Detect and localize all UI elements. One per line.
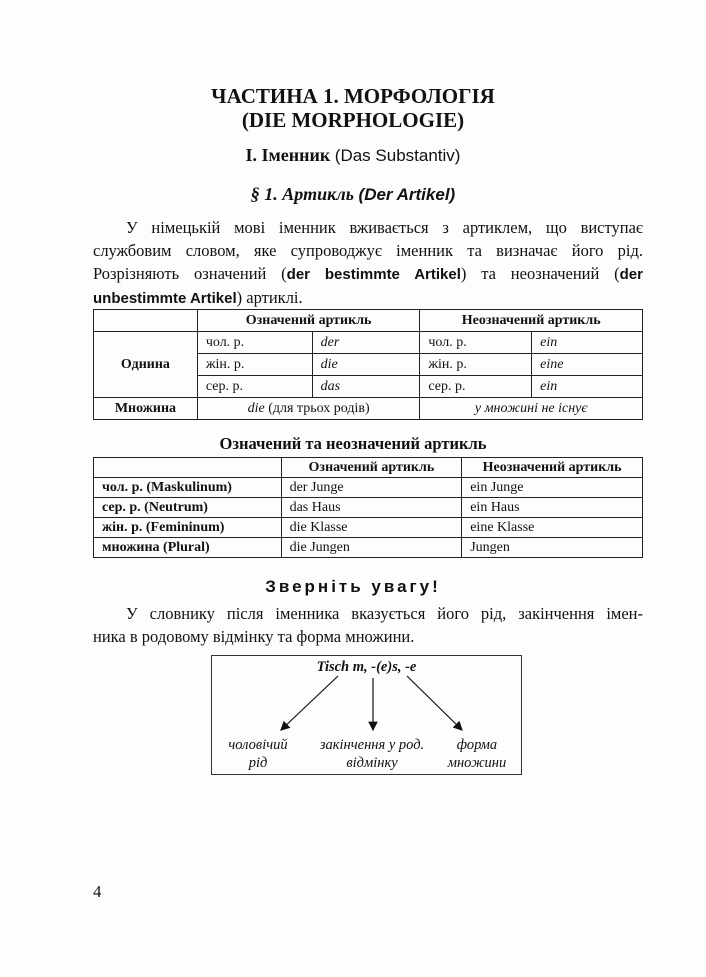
table-row <box>94 518 643 538</box>
definite-example: die Jungen <box>281 538 462 558</box>
intro-paragraph <box>93 216 643 310</box>
dictionary-entry: Tisch m, -(e)s, -e <box>316 659 417 675</box>
table-cell <box>94 310 198 332</box>
gender-cell: сер. р. <box>420 376 532 398</box>
dictionary-diagram <box>211 655 522 775</box>
indefinite-example: ein Haus <box>462 498 643 518</box>
label-plural <box>437 736 517 772</box>
paragraph-title <box>0 184 706 205</box>
plural-label: Множина <box>94 398 198 420</box>
gender-cell: чол. р. <box>420 332 532 354</box>
header-indefinite: Неозначений артикль <box>420 310 643 332</box>
indefinite-example: ein Junge <box>462 478 643 498</box>
label-line: форма <box>456 737 498 753</box>
header-definite: Означений артикль <box>281 458 462 478</box>
intro-line-2: службовим словом, яке супроводжує іменник та визначає його рід. <box>93 241 643 260</box>
example-table <box>93 457 643 558</box>
text-span: (для трьох родів) <box>264 400 370 416</box>
label-line: множини <box>447 755 507 771</box>
intro-line-4 <box>93 286 643 310</box>
header-indefinite: Неозначений артикль <box>462 458 643 478</box>
part-title: ЧАСТИНА 1. МОРФОЛОГІЯ <box>211 84 495 108</box>
label-line: відмінку <box>346 755 398 771</box>
gender-label: множина (Plural) <box>94 538 282 558</box>
definite-example: der Junge <box>281 478 462 498</box>
gender-label: жін. р. (Femininum) <box>94 518 282 538</box>
text-span: die <box>247 400 265 416</box>
singular-label: Однина <box>94 332 198 398</box>
arrow-gender <box>281 676 338 730</box>
table-row <box>94 478 643 498</box>
plural-definite <box>197 398 420 420</box>
intro-line-1: У німецькій мові іменник вживається з артиклем, що виступає <box>126 218 643 237</box>
table-row <box>94 332 643 354</box>
term-bestimmte: der bestimmte Artikel <box>286 266 461 283</box>
definite-example: die Klasse <box>281 518 462 538</box>
intro-line-3 <box>93 262 643 286</box>
arrow-plural <box>407 676 462 730</box>
label-genitive <box>307 736 437 772</box>
note-line-2: ника в родовому відмінку та форма множини. <box>93 627 415 646</box>
article-cell: das <box>312 376 420 398</box>
table-row <box>94 538 643 558</box>
section-title-de: (Das Substantiv) <box>334 146 461 165</box>
term-der: der <box>619 266 643 283</box>
note-line-1: У словнику після іменника вказується його рід, закінчення імен- <box>126 604 643 623</box>
table-row <box>94 498 643 518</box>
definite-example: das Haus <box>281 498 462 518</box>
paragraph-title-ua: § 1. Артикль <box>250 184 355 204</box>
table-row <box>94 458 643 478</box>
article-cell: ein <box>532 376 643 398</box>
text-span: ) та неозначений ( <box>460 264 620 283</box>
gender-cell: чол. р. <box>197 332 312 354</box>
label-line: рід <box>248 755 268 771</box>
gender-cell: жін. р. <box>197 354 312 376</box>
header-definite: Означений артикль <box>197 310 420 332</box>
article-cell: ein <box>532 332 643 354</box>
table2-title: Означений та неозначений артикль <box>219 434 487 453</box>
article-cell: die <box>312 354 420 376</box>
label-gender <box>214 736 302 772</box>
gender-cell: сер. р. <box>197 376 312 398</box>
note-paragraph <box>93 602 643 648</box>
term-unbestimmte: unbestimmte Artikel <box>93 290 237 307</box>
article-table <box>93 309 643 420</box>
indefinite-example: Jungen <box>462 538 643 558</box>
part-subtitle: (DIE MORPHOLOGIE) <box>241 108 465 132</box>
article-cell: der <box>312 332 420 354</box>
gender-cell: жін. р. <box>420 354 532 376</box>
text-span: Розрізняють означений ( <box>93 264 287 283</box>
table-cell <box>94 458 282 478</box>
article-cell: eine <box>532 354 643 376</box>
gender-label: сер. р. (Neutrum) <box>94 498 282 518</box>
plural-indefinite: у множині не існує <box>420 398 643 420</box>
attention-heading: Зверніть увагу! <box>265 577 441 596</box>
section-title-ua: І. Іменник <box>245 145 331 165</box>
label-line: чоловічий <box>228 737 288 753</box>
indefinite-example: eine Klasse <box>462 518 643 538</box>
gender-label: чол. р. (Maskulinum) <box>94 478 282 498</box>
section-title <box>0 145 706 166</box>
paragraph-title-de: (Der Artikel) <box>358 185 456 204</box>
table-row <box>94 398 643 420</box>
table-row <box>94 310 643 332</box>
text-span: ) артиклі. <box>236 288 303 307</box>
label-line: закінчення у род. <box>319 737 425 753</box>
page-number: 4 <box>93 882 102 901</box>
